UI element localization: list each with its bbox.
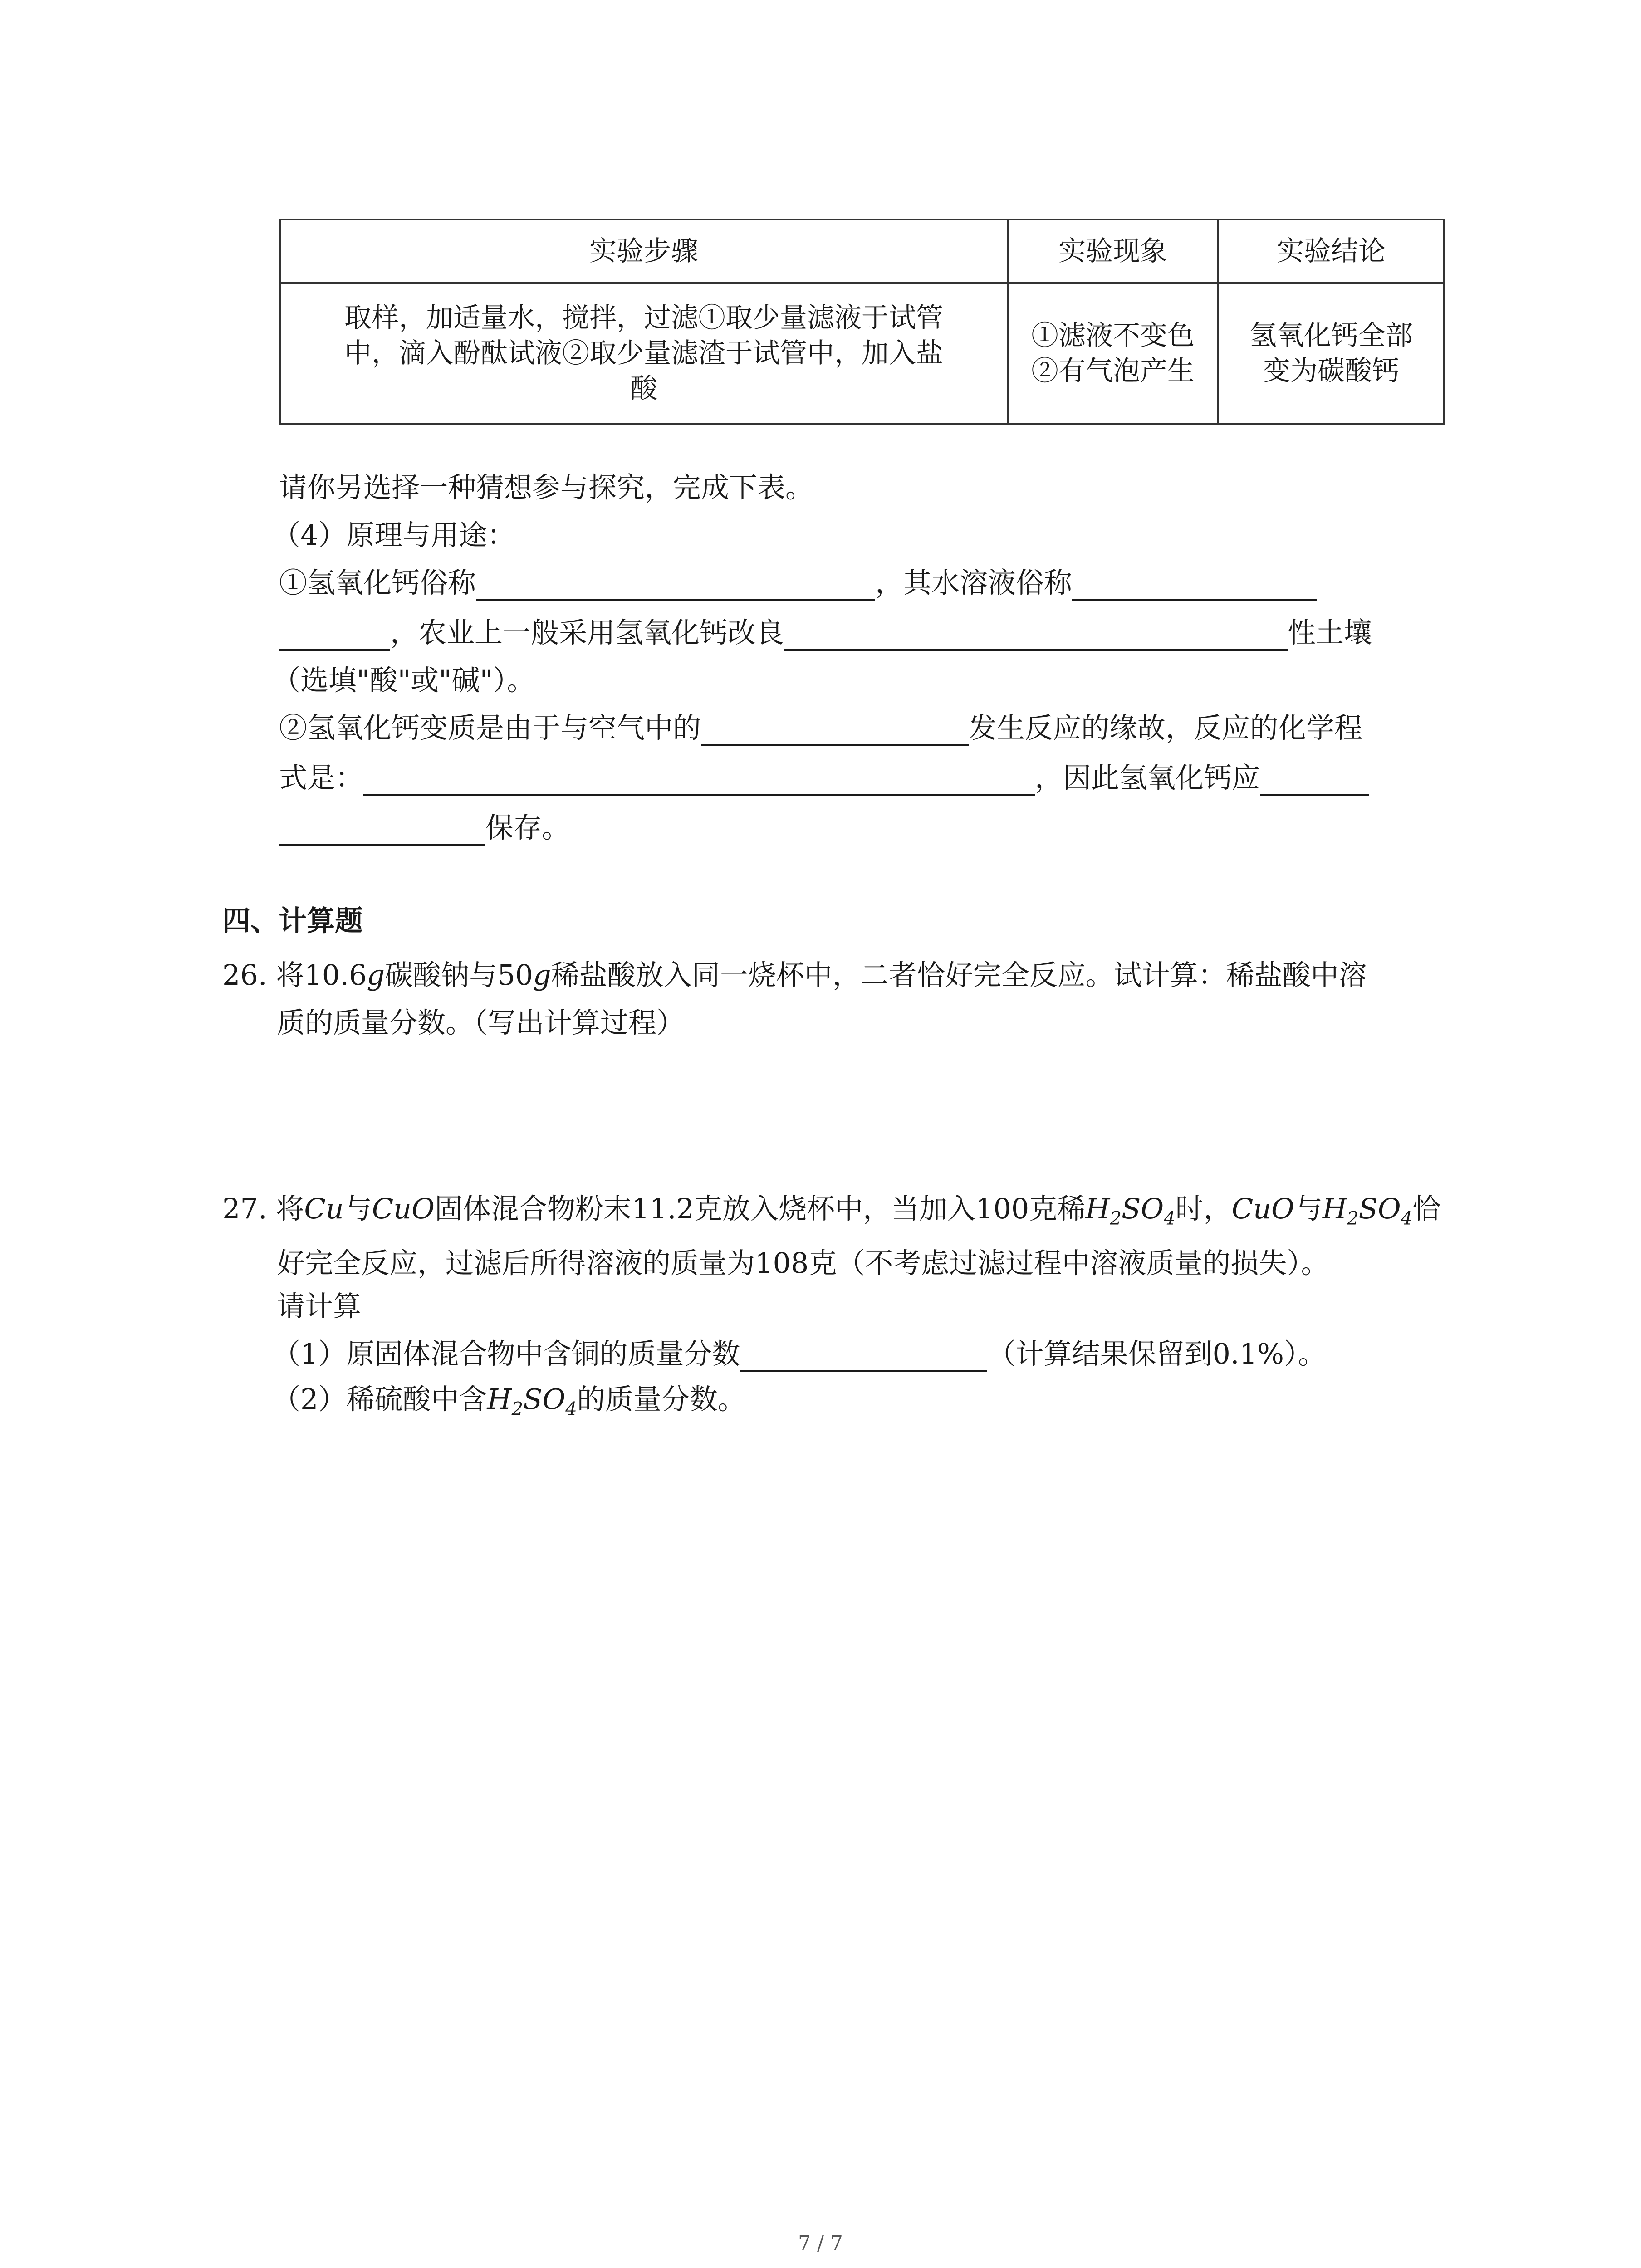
q26-number: 26. [222,958,267,992]
section-heading-calculation: 四、计算题 [222,904,363,937]
header-phenomena: 实验现象 [1008,220,1218,283]
q27-p1b: （计算结果保留到 [987,1337,1213,1370]
answer-blank-solution-name[interactable] [1072,570,1317,601]
q27-t7: 与 [1294,1192,1323,1225]
q27-acid-mass: 100 [975,1192,1029,1225]
cell-steps [280,283,1008,424]
answer-blank-solution-name-cont[interactable] [279,620,390,651]
q26-t3: 稀盐酸放入同一烧杯中，二者恰好完全反应。试计算：稀盐酸中溶 [551,958,1367,992]
q27-p1c: ）。 [1283,1337,1326,1370]
q26-t2: 碳酸钠与 [385,958,498,992]
q27-cuo-2: CuO [1231,1192,1294,1225]
steps-line-2: 中，滴入酚酞试液②取少量滤渣于试管中，加入盐 [344,337,943,369]
q25-s2c: 式是： [279,761,364,794]
answer-blank-copper-fraction[interactable] [740,1341,987,1372]
q27-p1a: （1）原固体混合物中含铜的质量分数 [272,1337,740,1370]
q27-line2b: 克（不考虑过滤过程中溶液质量的损失）。 [808,1246,1329,1280]
q26-line-2: 质的质量分数。（写出计算过程） [277,1006,685,1039]
table-row [280,283,1444,424]
q25-line-5 [279,760,1369,796]
conclusion-line-2: 变为碳酸钙 [1263,355,1399,387]
q27-line2a: 好完全反应，过滤后所得溶液的质量为 [277,1246,755,1280]
page-number: 7 / 7 [798,2232,843,2255]
q27-part-1 [272,1336,1326,1372]
q25-part4-title: （4）原理与用途： [272,518,515,552]
cell-conclusion [1218,283,1444,424]
q26-unit-g-2: g [533,958,551,992]
phenomena-line-1: ①滤液不变色 [1031,320,1195,352]
cell-phenomena [1008,283,1218,424]
conclusion-line-1: 氢氧化钙全部 [1249,320,1413,352]
q25-line-1 [279,565,1317,601]
q27-p2b: 的质量分数。 [577,1383,746,1416]
q26-mass1: 10.6 [304,958,367,992]
q27-t8: 恰 [1412,1192,1441,1225]
q26-unit-g-1: g [367,958,385,992]
q27-t1: 将 [276,1192,304,1225]
q26-line-1 [222,957,1367,993]
q25-s1a: ①氢氧化钙俗称 [279,566,476,599]
answer-blank-equation[interactable] [363,765,1035,796]
steps-line-1: 取样，加适量水，搅拌，过滤①取少量滤液于试管 [344,302,943,334]
q25-s1b: ，其水溶液俗称 [875,566,1073,599]
q26-t1: 将 [276,958,304,992]
q27-line-1 [222,1191,1440,1237]
experiment-table [279,219,1445,425]
q27-solution-mass: 108 [755,1246,809,1280]
q25-line-4 [279,710,1362,746]
q25-s2d: ，因此氢氧化钙应 [1035,761,1260,794]
header-conclusion: 实验结论 [1218,220,1444,283]
answer-blank-air-component[interactable] [701,715,969,746]
q25-s1c: ，农业上一般采用氢氧化钙改良 [390,616,784,649]
q27-t6: 时， [1175,1192,1232,1225]
q27-h2so4-formula-3: $H_2SO_4$ [487,1383,577,1420]
table-header-row [280,220,1444,283]
q27-h2so4-formula-2: $H_2SO_4$ [1322,1192,1413,1229]
q27-p1pct: 0.1% [1212,1337,1284,1370]
q25-s2a: ②氢氧化钙变质是由于与空气中的 [279,711,701,744]
q25-line-6 [279,810,570,846]
q27-mass: 11.2 [631,1192,694,1225]
q27-number: 27. [222,1192,267,1225]
answer-blank-storage[interactable] [1260,765,1369,796]
q27-cuo: CuO [372,1192,435,1225]
header-steps: 实验步骤 [280,220,1008,283]
q25-s1e: （选填"酸"或"碱"）。 [272,664,535,697]
q25-s2e: 保存。 [485,811,570,844]
q27-p2a: （2）稀硫酸中含 [272,1383,487,1416]
phenomena-line-2: ②有气泡产生 [1031,355,1195,387]
steps-line-3: 酸 [630,373,657,405]
q27-t2: 与 [343,1192,372,1225]
q25-s2b: 发生反应的缘故，反应的化学程 [969,711,1363,744]
q27-line-2 [277,1245,1329,1281]
q25-s1d: 性土壤 [1288,616,1372,649]
answer-blank-storage-cont[interactable] [279,815,485,846]
q27-t4: 克放入烧杯中，当加入 [694,1192,976,1225]
q26-mass2: 50 [497,958,534,992]
q25-instruction: 请你另选择一种猜想参与探究，完成下表。 [279,471,814,504]
q27-h2so4-formula-1: $H_2SO_4$ [1085,1192,1176,1229]
answer-blank-soil-type[interactable] [784,620,1288,651]
q27-part-2 [272,1381,746,1427]
q27-cu: Cu [304,1192,344,1225]
q27-t5: 克稀 [1029,1192,1086,1225]
answer-blank-common-name[interactable] [476,570,875,601]
q27-t3: 固体混合物粉末 [434,1192,632,1225]
q27-line-3: 请计算 [277,1290,362,1323]
q25-line-2 [279,615,1372,651]
